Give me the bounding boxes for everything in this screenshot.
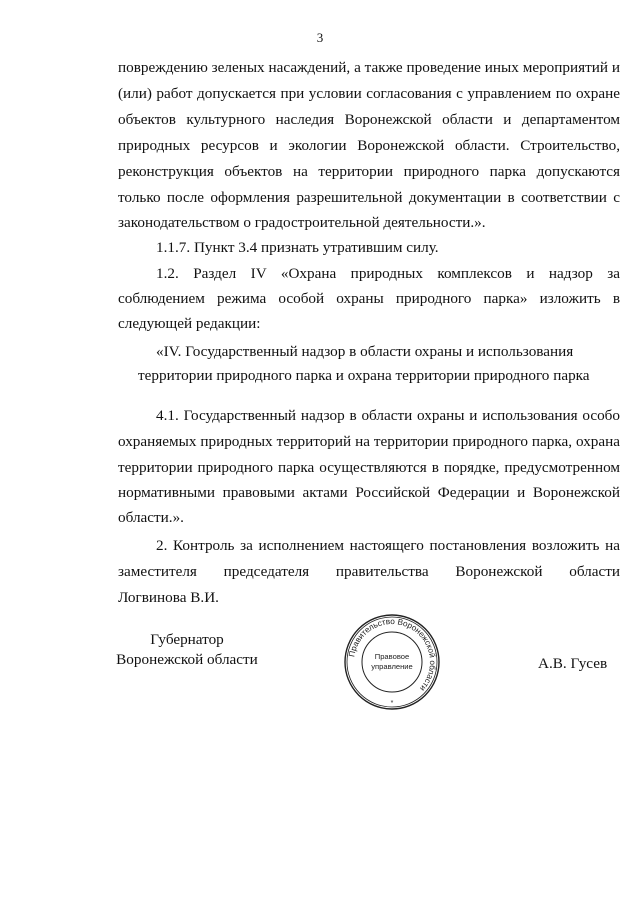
stamp-star: *: [390, 700, 394, 707]
body-line-7: законодательством о градостроительной деятельности.».: [118, 214, 486, 231]
body-line-21: Логвинова В.И.: [118, 589, 219, 606]
body-line-18: области.».: [118, 509, 184, 526]
stamp-center-line-2: управление: [371, 662, 413, 671]
section-heading-line-1: «IV. Государственный надзор в области охраны и использования: [156, 343, 574, 360]
body-line-11: следующей редакции:: [118, 315, 261, 332]
body-line-19: 2. Контроль за исполнением настоящего постановления возложить на: [156, 537, 620, 554]
signature-name: А.В. Гусев: [538, 655, 608, 672]
signature-title: [112, 630, 262, 670]
body-line-4: природных ресурсов и экологии Воронежской области. Строительство,: [118, 137, 620, 154]
body-line-8: 1.1.7. Пункт 3.4 признать утратившим силу.: [156, 239, 439, 256]
body-line-17: нормативными правовыми актами Российской Федерации и Воронежской: [118, 484, 620, 501]
body-line-5: реконструкция объектов на территории природного парка допускаются: [118, 163, 620, 180]
body-line-16: территории природного парка осуществляются в порядке, предусмотренном: [118, 459, 620, 476]
official-stamp: [342, 612, 442, 712]
body-line-9: 1.2. Раздел IV «Охрана природных комплексов и надзор за: [156, 265, 620, 282]
signature-title-line-2: Воронежской области: [116, 651, 258, 668]
signature-title-line-1: Губернатор: [150, 631, 224, 648]
body-line-10: соблюдением режима особой охраны природного парка» изложить в: [118, 290, 620, 307]
body-line-6: только после оформления разрешительной документации в соответствии с: [118, 189, 620, 206]
stamp-center-line-1: Правовое: [374, 652, 410, 661]
body-line-20: заместителя председателя правительства Воронежской области: [118, 563, 620, 580]
body-line-14: 4.1. Государственный надзор в области охраны и использования особо: [156, 407, 620, 424]
body-line-1: повреждению зеленых насаждений, а также проведение иных мероприятий и: [118, 59, 620, 76]
stamp-ring-text: Правительство Воронежской области: [347, 616, 438, 693]
page-number: 3: [316, 30, 324, 45]
body-line-15: охраняемых природных территорий на территории природного парка, охрана: [118, 433, 620, 450]
body-line-2: (или) работ допускается при условии согласования с управлением по охране: [118, 85, 620, 102]
body-line-3: объектов культурного наследия Воронежской области и департаментом: [118, 111, 620, 128]
section-heading-line-2: территории природного парка и охрана территории природного парка: [138, 367, 590, 384]
